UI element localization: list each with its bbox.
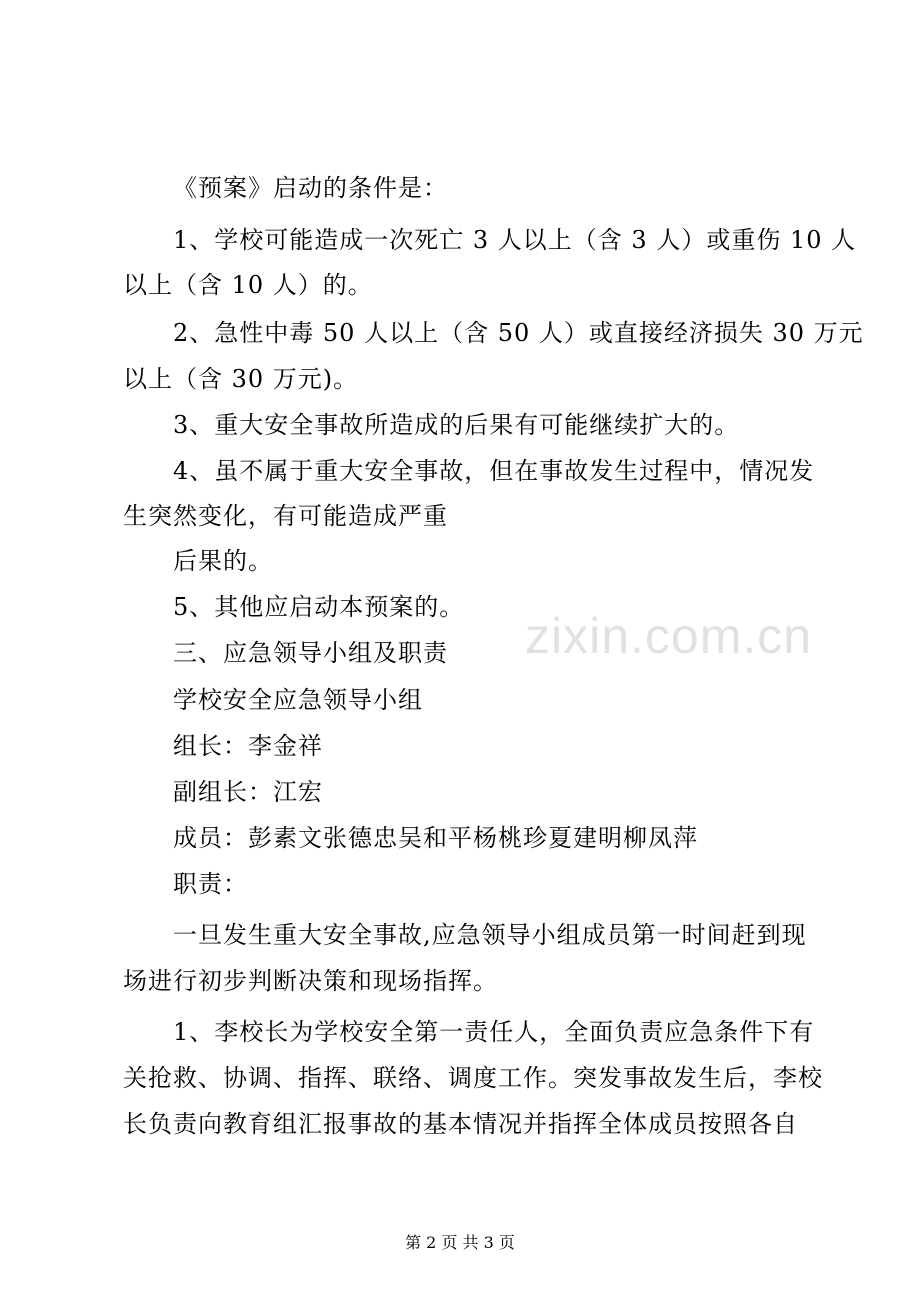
paragraph-line: 5、其他应启动本预案的。 <box>173 593 465 621</box>
paragraph-line: 职责： <box>173 870 248 898</box>
paragraph-line: 以上（含 30 万元)。 <box>123 365 359 393</box>
paragraph-line: 2、急性中毒 50 人以上（含 50 人）或直接经济损失 30 万元 <box>173 319 864 347</box>
paragraph-line: 以上（含 10 人）的。 <box>123 271 373 299</box>
paragraph-line: 成员：彭素文张德忠吴和平杨桃珍夏建明柳凤萍 <box>173 824 698 852</box>
paragraph-line: 副组长：江宏 <box>173 778 323 806</box>
paragraph-line: 一旦发生重大安全事故,应急领导小组成员第一时间赶到现 <box>173 921 807 949</box>
paragraph-line: 1、学校可能造成一次死亡 3 人以上（含 3 人）或重伤 10 人 <box>173 226 857 254</box>
paragraph-line: 《预案》启动的条件是： <box>173 174 448 202</box>
section-heading: 三、应急领导小组及职责 <box>173 639 448 667</box>
paragraph-line: 组长：李金祥 <box>173 732 323 760</box>
paragraph-line: 长负责向教育组汇报事故的基本情况并指挥全体成员按照各自 <box>123 1110 798 1138</box>
watermark: zixin.com.cn <box>525 608 813 664</box>
paragraph-line: 4、虽不属于重大安全事故，但在事故发生过程中，情况发 <box>173 457 815 485</box>
paragraph-line: 后果的。 <box>173 547 273 575</box>
paragraph-line: 1、李校长为学校安全第一责任人，全面负责应急条件下有 <box>173 1018 815 1046</box>
paragraph-line: 生突然变化，有可能造成严重 <box>123 502 448 530</box>
page-footer: 第 2 页 共 3 页 <box>405 1233 515 1252</box>
paragraph-line: 3、重大安全事故所造成的后果有可能继续扩大的。 <box>173 411 740 439</box>
paragraph-line: 场进行初步判断决策和现场指挥。 <box>123 967 498 995</box>
paragraph-line: 学校安全应急领导小组 <box>173 686 423 714</box>
paragraph-line: 关抢救、协调、指挥、联络、调度工作。突发事故发生后，李校 <box>123 1064 823 1092</box>
